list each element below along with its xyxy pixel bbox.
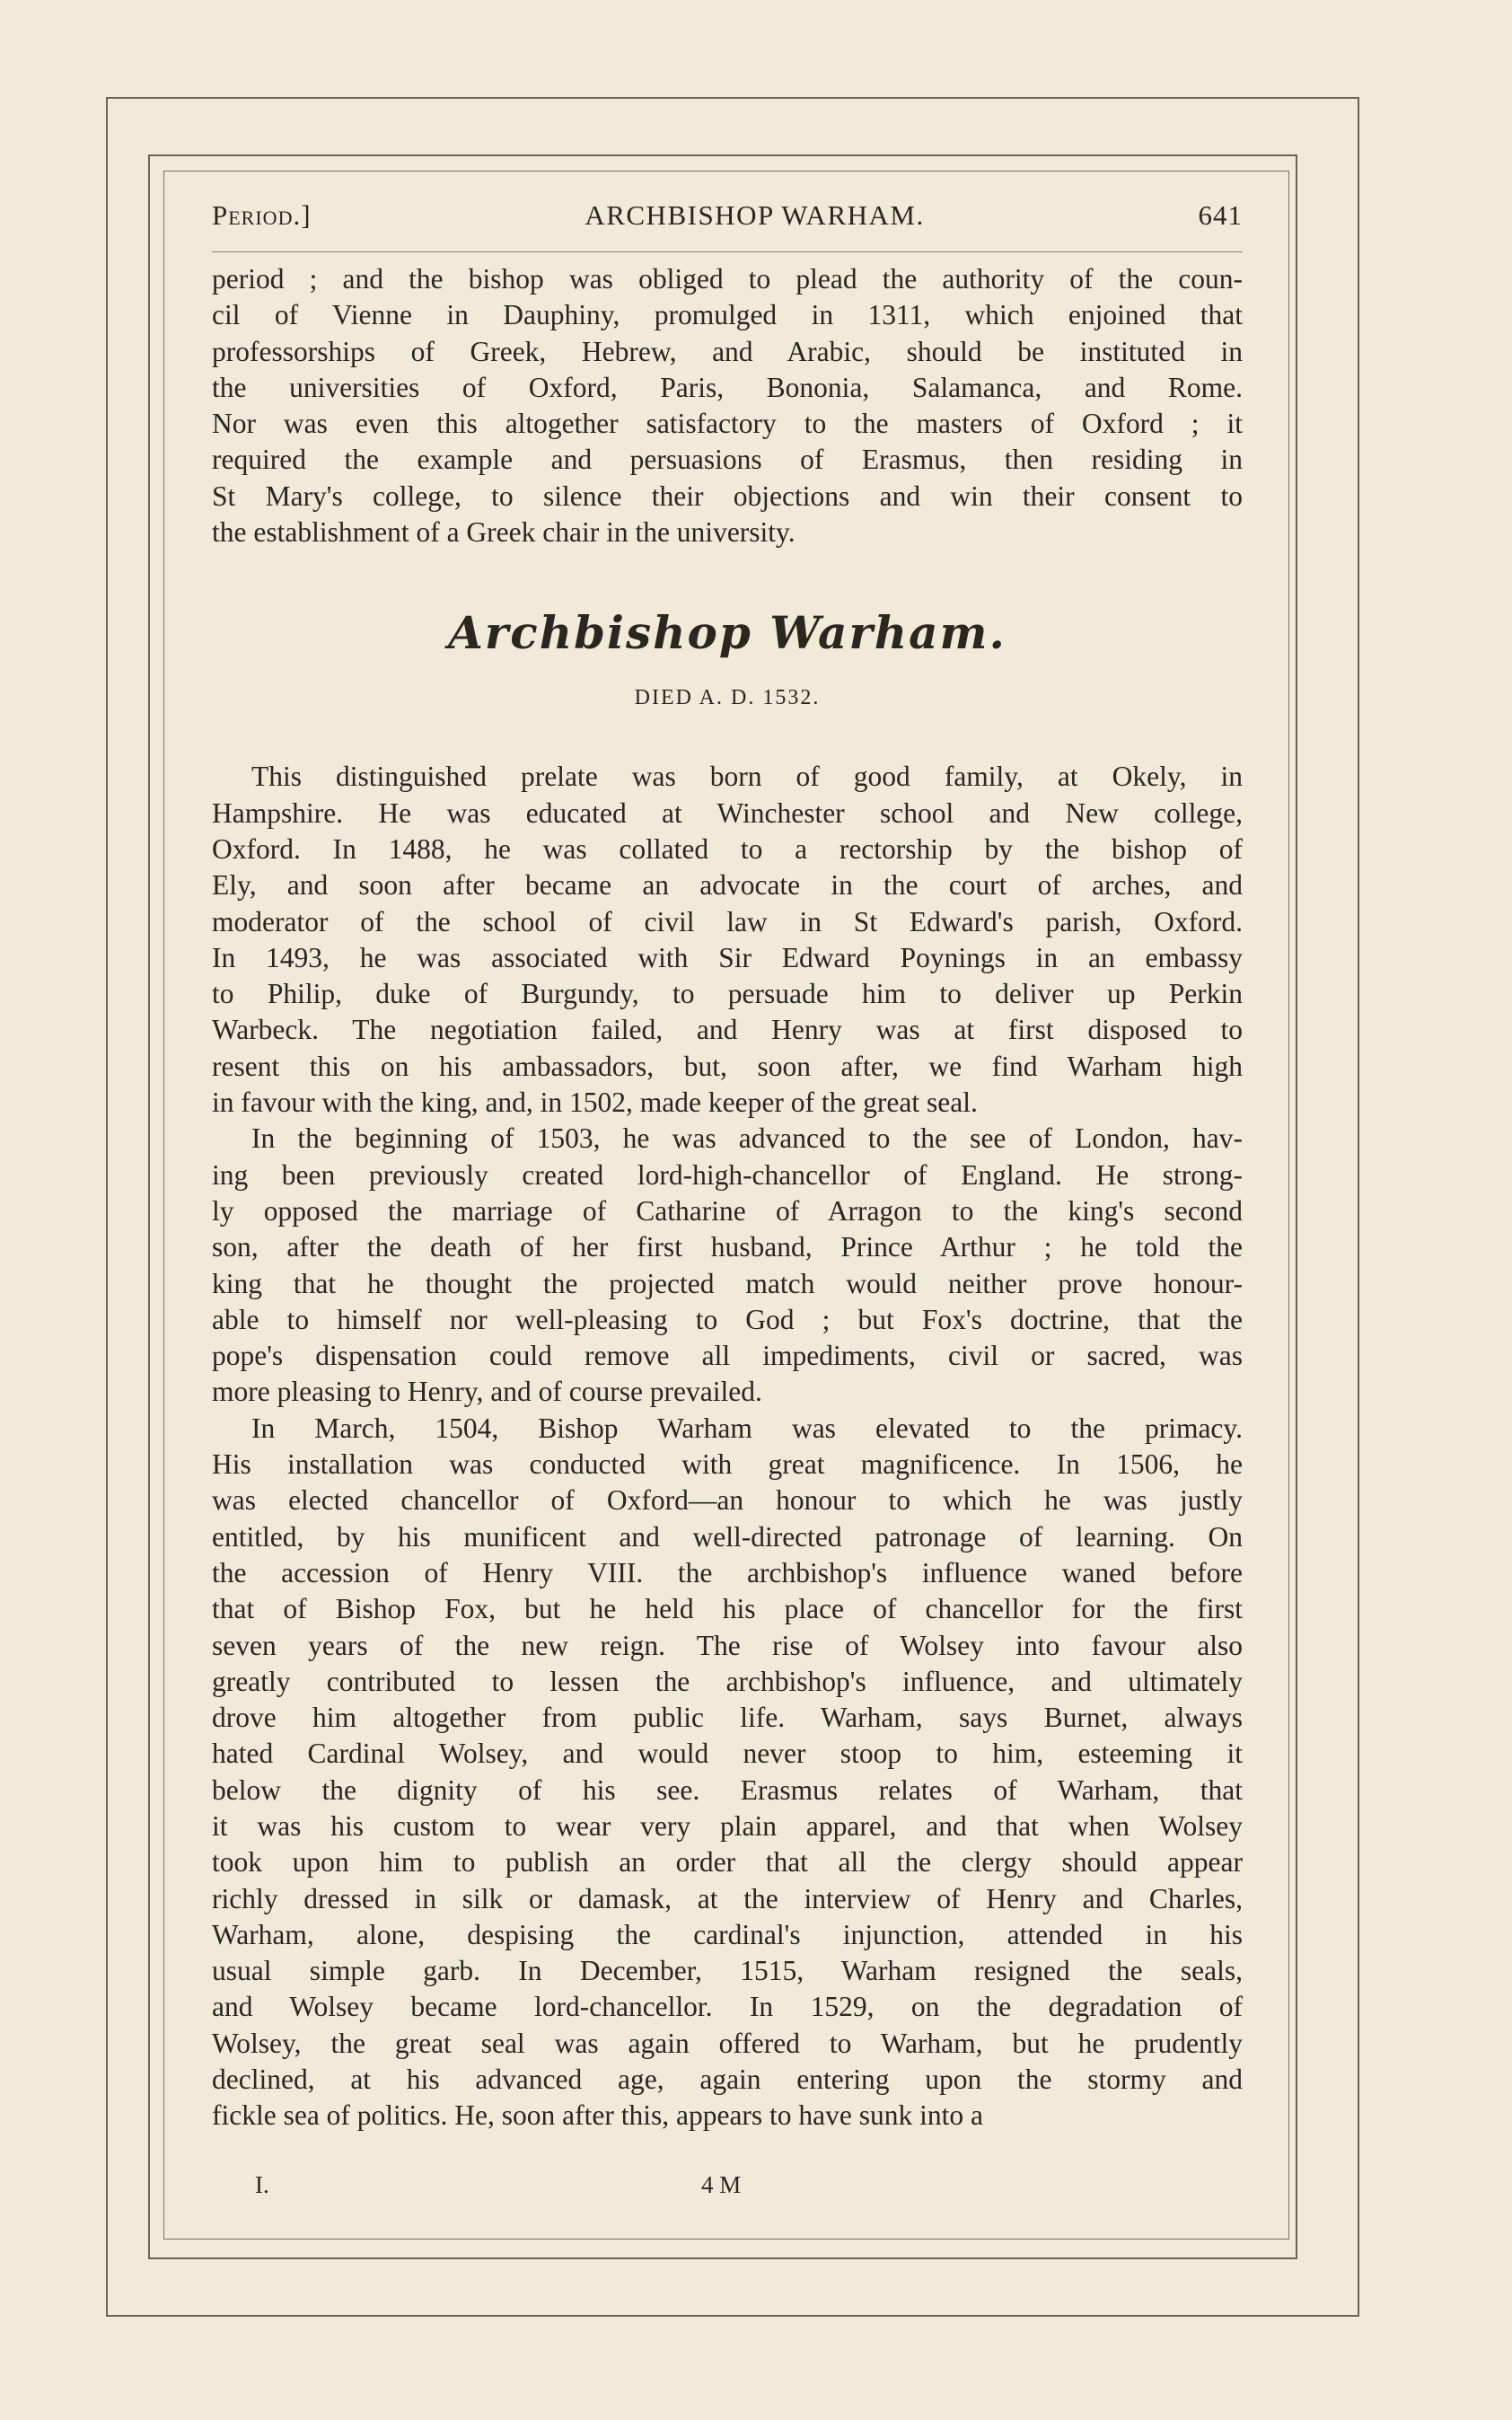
text-line: St Mary's college, to silence their objections and win their consent to (212, 480, 1243, 512)
text-line: the accession of Henry VIII. the archbishop's influence waned before (212, 1556, 1243, 1588)
text-line: moderator of the school of civil law in St Edward's parish, Oxford. (212, 905, 1243, 937)
text-line: able to himself nor well-pleasing to God ; but Fox's doctrine, that the (212, 1303, 1243, 1335)
paragraph (212, 1121, 1243, 1410)
text-line: declined, at his advanced age, again entering upon the stormy and (212, 2064, 1243, 2096)
page-footer (212, 2171, 1243, 2207)
volume-mark: I. (255, 2171, 269, 2198)
running-head (212, 199, 1243, 239)
text-line: to Philip, duke of Burgundy, to persuade him to deliver up Perkin (212, 978, 1243, 1010)
text-line: ing been previously created lord-high-chancellor of England. He strong- (212, 1158, 1243, 1191)
section-subtitle: DIED A. D. 1532. (634, 686, 821, 710)
text-line: seven years of the new reign. The rise of Wolsey into favour also (212, 1629, 1243, 1661)
paragraph (212, 759, 1243, 1121)
text-line: Nor was even this altogether satisfactory to the masters of Oxford ; it (212, 408, 1243, 440)
text-line: Ely, and soon after became an advocate in the court of arches, and (212, 869, 1243, 902)
text-line: resent this on his ambassadors, but, soon after, we find Warham high (212, 1050, 1243, 1082)
running-head-title: ARCHBISHOP WARHAM. (585, 199, 925, 231)
text-line: in favour with the king, and, in 1502, made keeper of the great seal. (212, 1087, 978, 1119)
text-line: took upon him to publish an order that all the clergy should appear (212, 1846, 1243, 1879)
text-line: drove him altogether from public life. Warham, says Burnet, always (212, 1702, 1243, 1734)
text-line: the establishment of a Greek chair in the university. (212, 516, 796, 549)
text-line: required the example and persuasions of Erasmus, then residing in (212, 444, 1243, 476)
text-line: period ; and the bishop was obliged to plead the authority of the coun- (212, 263, 1243, 295)
text-line: below the dignity of his see. Erasmus relates of Warham, that (212, 1773, 1243, 1806)
text-line: fickle sea of politics. He, soon after this, appears to have sunk into a (212, 2099, 984, 2132)
text-line: In March, 1504, Bishop Warham was elevated to the primacy. (251, 1412, 1243, 1444)
intro-paragraph (212, 261, 1243, 550)
text-line: Hampshire. He was educated at Winchester school and New college, (212, 796, 1243, 829)
header-rule (212, 251, 1243, 252)
text-line: cil of Vienne in Dauphiny, promulged in 1311, which enjoined that (212, 299, 1243, 331)
text-line: Wolsey, the great seal was again offered to Warham, but he prudently (212, 2027, 1243, 2059)
text-line: greatly contributed to lessen the archbishop's influence, and ultimately (212, 1665, 1243, 1697)
text-line: professorships of Greek, Hebrew, and Arabic, should be instituted in (212, 335, 1243, 367)
running-head-left: Period.] (212, 199, 312, 231)
text-line: Warbeck. The negotiation failed, and Henry was at first disposed to (212, 1014, 1243, 1046)
page-body (212, 199, 1243, 2134)
text-line: entitled, by his munificent and well-directed patronage of learning. On (212, 1520, 1243, 1553)
text-line: Oxford. In 1488, he was collated to a rectorship by the bishop of (212, 832, 1243, 865)
text-line: ly opposed the marriage of Catharine of Arragon to the king's second (212, 1194, 1243, 1227)
text-line: In 1493, he was associated with Sir Edward Poynings in an embassy (212, 941, 1243, 973)
text-line: more pleasing to Henry, and of course prevailed. (212, 1376, 762, 1408)
biography-text (212, 759, 1243, 2134)
text-line: was elected chancellor of Oxford—an honour to which he was justly (212, 1484, 1243, 1517)
text-line: His installation was conducted with great magnificence. In 1506, he (212, 1448, 1243, 1481)
signature-mark: 4 M (701, 2171, 742, 2198)
page-number: 641 (1198, 199, 1243, 231)
text-line: Warham, alone, despising the cardinal's injunction, attended in his (212, 1918, 1243, 1950)
text-line: the universities of Oxford, Paris, Bononia, Salamanca, and Rome. (212, 371, 1243, 403)
section-title: Archbishop Warham. (448, 606, 1007, 660)
text-line: usual simple garb. In December, 1515, Warham resigned the seals, (212, 1955, 1243, 1987)
text-line: king that he thought the projected match would neither prove honour- (212, 1267, 1243, 1299)
text-line: In the beginning of 1503, he was advanced to the see of London, hav- (251, 1122, 1243, 1155)
text-line: This distinguished prelate was born of good family, at Okely, in (251, 761, 1243, 793)
paragraph (212, 1411, 1243, 2134)
text-line: that of Bishop Fox, but he held his place of chancellor for the first (212, 1593, 1243, 1625)
text-line: son, after the death of her first husband, Prince Arthur ; he told the (212, 1231, 1243, 1263)
text-line: richly dressed in silk or damask, at the interview of Henry and Charles, (212, 1882, 1243, 1914)
text-line: and Wolsey became lord-chancellor. In 1529, on the degradation of (212, 1991, 1243, 2023)
text-line: it was his custom to wear very plain apparel, and that when Wolsey (212, 1809, 1243, 1842)
text-line: hated Cardinal Wolsey, and would never stoop to him, esteeming it (212, 1738, 1243, 1770)
text-line: pope's dispensation could remove all impediments, civil or sacred, was (212, 1340, 1243, 1372)
